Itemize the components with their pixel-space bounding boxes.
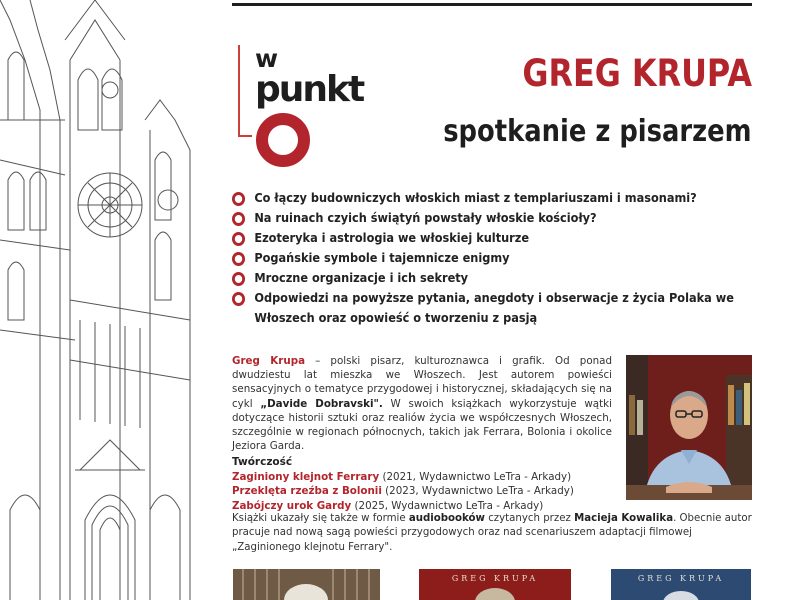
- wpunkt-logo: [238, 45, 378, 175]
- book-cover-art: [233, 569, 380, 600]
- topic-text: Na ruinach czyich świątyń powstały włoskie kościoły?: [254, 211, 597, 225]
- author-bio: [232, 354, 612, 453]
- bullet-ring-icon: [232, 232, 245, 246]
- bullet-ring-icon: [232, 252, 245, 266]
- reader-name: Macieja Kowalika: [574, 513, 674, 524]
- bullet-ring-icon: [232, 192, 245, 206]
- closing-paragraph: [232, 512, 757, 555]
- closing-text-1: Książki ukazały się także w formie: [232, 513, 409, 524]
- audiobooks-word: audiobooków: [408, 513, 485, 524]
- topic-text: Pogańskie symbole i tajemnicze enigmy: [254, 251, 510, 265]
- bio-text-1: – polski pisarz, kulturoznawca i grafik. Od ponad dwudziestu lat mieszka we Włoszech. Jest autorem powieści sensacyjnych o tematyce przygodowej i historycznej, składających się na cykl: [232, 355, 613, 410]
- work-details: (2021, Wydawnictwo LeTra - Arkady): [379, 471, 572, 483]
- closing-text-3: . Obecnie autor pracuje nad nową sagą powieści przygodowych oraz nad scenariuszem adaptacji filmowej „Zaginionego klejnotu Ferrary".: [232, 513, 752, 553]
- bullet-ring-icon: [232, 272, 245, 286]
- topic-text: Odpowiedzi na powyższe pytania, anegdoty i obserwacje z życia Polaka we Włoszech oraz opowieść o tworzeniu z pasją: [254, 291, 734, 325]
- bullet-ring-icon: [232, 212, 245, 226]
- logo-line2: punkt: [255, 69, 364, 110]
- page-title: GREG KRUPA: [522, 52, 752, 95]
- work-item: [232, 470, 574, 484]
- book-cover: [233, 569, 380, 600]
- topic-text: Ezoteryka i astrologia we włoskiej kulturze: [254, 231, 530, 245]
- cathedral-illustration: [0, 0, 210, 600]
- topic-text: Co łączy budowniczych włoskich miast z templariuszami i masonami?: [254, 191, 697, 205]
- logo-hook: [238, 135, 252, 137]
- bio-text-2: W swoich książkach wykorzystuje wątki dotyczące historii sztuki oraz realiów życia we współczesnych Włoszech, szczególnie w regionach północnych, takich jak Ferrara, Bolonia i okolice Jeziora Garda.: [232, 397, 612, 453]
- works-list: [232, 470, 574, 513]
- logo-ring-icon: [254, 111, 312, 169]
- top-rule: [232, 3, 752, 6]
- book-author: GREG KRUPA: [451, 574, 539, 583]
- series-name: „Davide Dobravski".: [260, 397, 383, 410]
- page-subtitle: spotkanie z pisarzem: [443, 114, 752, 149]
- work-title: Zaginiony klejnot Ferrary: [232, 471, 380, 483]
- work-item: [232, 499, 574, 513]
- book-cover: [611, 569, 751, 600]
- topic-item: [232, 288, 775, 328]
- topics-list: [232, 188, 762, 328]
- work-item: [232, 484, 574, 498]
- work-title: Zabójczy urok Gardy: [232, 499, 352, 512]
- topic-item: [232, 208, 725, 228]
- book-cover: [419, 569, 571, 600]
- closing-text-2: czytanych przez: [484, 513, 575, 524]
- works-heading: Twórczość: [232, 456, 293, 468]
- topic-item: [232, 188, 725, 208]
- book-author: GREG KRUPA: [637, 574, 725, 583]
- topic-item: [232, 228, 725, 248]
- bullet-ring-icon: [232, 292, 245, 306]
- author-name: Greg Krupa: [232, 355, 306, 367]
- work-details: (2025, Wydawnictwo LeTra - Arkady): [351, 499, 544, 512]
- author-photo: [626, 355, 752, 500]
- logo-bar: [238, 45, 240, 137]
- topic-item: [232, 248, 725, 268]
- work-details: (2023, Wydawnictwo LeTra - Arkady): [381, 485, 574, 498]
- topic-text: Mroczne organizacje i ich sekrety: [254, 271, 469, 285]
- work-title: Przeklęta rzeźba z Bolonii: [232, 485, 382, 498]
- topic-item: [232, 268, 725, 288]
- logo-line1: w: [255, 44, 278, 73]
